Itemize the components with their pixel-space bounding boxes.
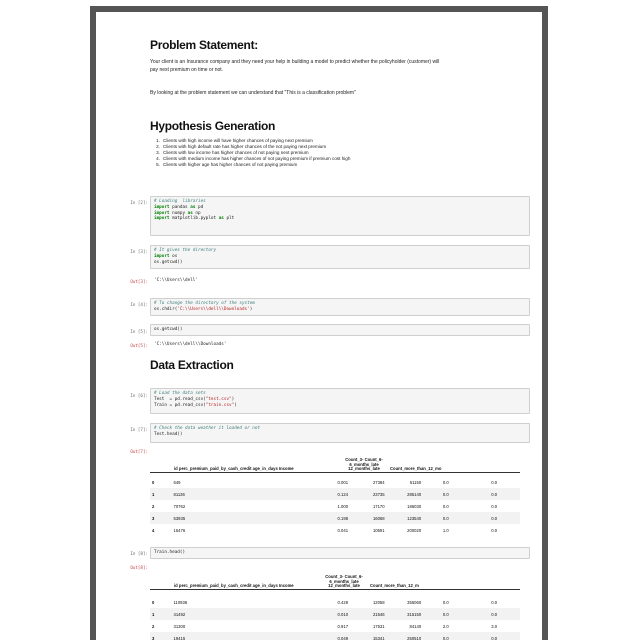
cell-output-5: 'C:\\Users\\dell\\Downloads' <box>154 342 227 347</box>
test-table-cell: 10591 <box>372 527 385 533</box>
dataframe-train-head <box>150 575 520 590</box>
test-table-cell: 0.0 <box>468 488 520 500</box>
notebook-page <box>96 12 542 640</box>
train-table-row <box>150 620 520 632</box>
train-table-cell: 2 <box>152 623 155 629</box>
code-line <box>154 260 526 266</box>
test-table-cell: 0.0 <box>442 479 449 485</box>
code-token: 'C:\\Users\\dell\\Downloads' <box>177 306 250 312</box>
code-token: plt <box>223 216 235 222</box>
hypothesis-number: 3. <box>156 149 160 155</box>
test-table-cell: 23735 <box>350 488 387 500</box>
cell-prompt-in-8: In [8]: <box>130 551 148 556</box>
test-header-more: Count_more_than_12_mo <box>388 458 520 472</box>
code-token: import <box>154 216 170 222</box>
notebook-page-frame <box>90 6 548 640</box>
code-token: os.getcwd() <box>154 327 183 332</box>
train-table-cell: 21546 <box>350 608 387 620</box>
test-table-cell: 1 <box>150 488 172 500</box>
cell-prompt-in-6: In [6]: <box>130 393 148 398</box>
cell-prompt-out-5: Out[5]: <box>130 343 148 348</box>
section-title-hypothesis: Hypothesis Generation <box>150 119 276 133</box>
test-table-cell: 0.0 <box>491 479 498 485</box>
hypothesis-item <box>152 162 350 168</box>
test-header-count-b: 6_months_late 12_months_late <box>348 461 380 472</box>
code-token: # It gives the directory <box>154 248 217 253</box>
train-table-cell: 0.0 <box>468 608 520 620</box>
test-table-cell: 3 <box>150 512 172 524</box>
train-header-count <box>320 575 368 589</box>
code-token: Test = pd.read_csv( <box>154 396 206 402</box>
train-table-row <box>150 608 520 620</box>
train-table-cell: 3 <box>150 632 172 640</box>
train-table-cell: 0 <box>152 599 155 605</box>
code-token: ) <box>231 396 235 402</box>
train-table-row <box>150 596 520 608</box>
code-cell-getcwd[interactable] <box>150 245 530 269</box>
cell-prompt-in-7: In [7]: <box>130 427 148 432</box>
test-table-row <box>150 524 520 536</box>
code-token: # Load the data sets <box>154 391 206 396</box>
cell-prompt-out-3: Out[3]: <box>130 279 148 284</box>
train-table-cell: 0.049 <box>210 632 350 640</box>
hypothesis-text: Clients with high default rate has higher chances of the not paying next premium <box>163 143 327 149</box>
train-table-cell: 0.429 <box>337 599 349 605</box>
train-table-cell: 2.0 <box>442 623 449 629</box>
code-cell-read-csv[interactable] <box>150 388 530 414</box>
train-table-cell: 0.0 <box>423 632 468 640</box>
code-token: "test.csv" <box>205 396 232 402</box>
test-header-count <box>340 458 388 472</box>
test-header-main: id perc_premium_paid_by_cash_credit age_in_days Income <box>150 458 340 472</box>
cell-prompt-in-2: In [2]: <box>130 200 148 205</box>
train-table-cell: 355060 <box>407 599 422 605</box>
code-token: as <box>218 216 224 222</box>
dataframe-train-rows <box>150 596 520 640</box>
code-token: pd <box>195 204 204 210</box>
test-table-cell: 4 <box>152 527 155 533</box>
code-line <box>154 550 526 556</box>
hypothesis-text: Clients with high income will have higher chances of paying next premium <box>163 138 313 143</box>
train-table-cell: 0.0 <box>442 599 449 605</box>
test-table-cell: 0.0 <box>468 512 520 524</box>
test-table-cell: 186030 <box>407 503 422 509</box>
code-token: Train = pd.read_csv( <box>154 402 206 408</box>
test-table-cell: 0.0 <box>491 527 498 533</box>
code-token: np <box>192 210 201 216</box>
test-table-cell: 15476 <box>173 527 186 533</box>
code-token: "train.csv" <box>205 402 235 408</box>
test-table-row <box>150 500 520 512</box>
train-header-more: Count_more_than_12_m <box>368 575 520 589</box>
test-table-row <box>150 512 520 524</box>
hypothesis-number: 5. <box>156 161 160 167</box>
code-line <box>154 327 526 333</box>
hypothesis-number: 4. <box>156 155 160 161</box>
test-table-cell: 17170 <box>372 503 385 509</box>
code-token: os.getcwd() <box>154 259 183 265</box>
code-line <box>154 216 526 222</box>
test-table-cell: 16068 <box>350 512 387 524</box>
test-table-cell: 0.041 <box>337 527 349 533</box>
train-table-cell: 41492 <box>172 608 211 620</box>
test-table-cell: 0.198 <box>210 512 350 524</box>
code-line <box>154 403 526 409</box>
train-table-cell: 3.0 <box>491 623 498 629</box>
code-token: # Check the data weather it loaded or not <box>154 426 261 431</box>
train-table-cell: 0.917 <box>337 623 349 629</box>
hypothesis-list <box>152 138 350 168</box>
train-table-cell: 315150 <box>387 608 424 620</box>
train-header-count-b: 6_months_late 12_months_late <box>328 578 360 589</box>
code-token: as <box>190 204 196 210</box>
test-table-cell: 1.000 <box>337 503 349 509</box>
problem-paragraph <box>150 58 439 74</box>
train-table-cell: 0.0 <box>468 632 520 640</box>
train-table-cell: 19415 <box>172 632 211 640</box>
hypothesis-text: Clients with higher age has higher chances of not paying premium <box>163 161 298 167</box>
train-table-cell: 1 <box>150 608 172 620</box>
test-table-cell: 649 <box>173 479 181 485</box>
code-token: # To change the directory of the system <box>154 301 255 306</box>
code-token: pandas <box>169 204 191 210</box>
code-line <box>154 432 526 438</box>
cell-prompt-in-4: In [4]: <box>130 302 148 307</box>
cell-prompt-in-3: In [3]: <box>130 249 148 254</box>
problem-line-2: pay next premium on time or not. <box>150 67 224 73</box>
hypothesis-number: 1. <box>156 138 160 143</box>
code-token: matplotlib.pyplot <box>169 216 219 222</box>
code-token: import <box>154 204 170 210</box>
code-cell-test-head[interactable] <box>150 423 530 443</box>
train-table-cell: 250510 <box>387 632 424 640</box>
problem-line-1: Your client is an Insurance company and they need your help in building a model to predict whether the policyholder (customer) will <box>150 59 440 65</box>
code-token: Test.head() <box>154 431 183 437</box>
problem-paragraph-2: By looking at the problem statement we can understand that "This is a classification problem" <box>150 90 356 96</box>
test-table-cell: 27384 <box>372 479 385 485</box>
test-table-cell: 0.0 <box>423 512 468 524</box>
test-table-cell: 53935 <box>172 512 211 524</box>
code-token: numpy <box>169 210 188 216</box>
code-token: os <box>169 253 178 259</box>
code-token: import <box>154 210 170 216</box>
test-table-cell: 70762 <box>173 503 186 509</box>
test-table-cell: 0.124 <box>210 488 350 500</box>
test-header-count-a: Count_3- Count_6- <box>345 457 383 462</box>
test-table-cell: 1.0 <box>442 527 449 533</box>
hypothesis-number: 2. <box>156 143 160 149</box>
test-table-cell: 51150 <box>409 479 422 485</box>
code-cell-imports[interactable] <box>150 196 530 236</box>
test-table-cell: 0.001 <box>337 479 349 485</box>
train-table-row <box>150 632 520 640</box>
code-cell-getcwd-2[interactable] <box>150 324 530 336</box>
train-table-cell: 0.0 <box>491 599 498 605</box>
section-title-extraction: Data Extraction <box>150 358 234 372</box>
code-token: ) <box>234 402 237 408</box>
code-cell-chdir[interactable] <box>150 298 530 316</box>
code-token: Train.head() <box>154 550 186 555</box>
test-table-cell: 285140 <box>387 488 424 500</box>
code-token: # Loading libraries <box>154 199 206 204</box>
test-table-cell: 200020 <box>407 527 422 533</box>
code-token: as <box>187 210 193 216</box>
hypothesis-text: Clients with low income has higher chances of not paying next premium <box>163 149 309 155</box>
test-table-row <box>150 476 520 488</box>
code-line <box>154 307 526 313</box>
test-table-cell: 0 <box>152 479 155 485</box>
train-table-cell: 31300 <box>173 623 186 629</box>
code-token: os.chdir( <box>154 306 178 312</box>
code-cell-train-head[interactable] <box>150 547 530 559</box>
train-table-cell: 110936 <box>173 599 188 605</box>
train-table-cell: 84140 <box>409 623 422 629</box>
train-table-cell: 17531 <box>372 623 385 629</box>
test-table-row <box>150 488 520 500</box>
train-table-cell: 0.010 <box>210 608 350 620</box>
hypothesis-text: Clients with medium income has higher chances of not paying premium if premium cost high <box>163 155 351 161</box>
code-token: ) <box>249 306 253 312</box>
test-table-cell: 0.0 <box>491 503 498 509</box>
test-table-cell: 0.0 <box>442 503 449 509</box>
cell-prompt-in-5: In [5]: <box>130 329 148 334</box>
test-table-cell: 123540 <box>387 512 424 524</box>
test-table-cell: 2 <box>152 503 155 509</box>
train-table-cell: 12058 <box>372 599 385 605</box>
dataframe-test-rows <box>150 476 520 536</box>
section-title-problem: Problem Statement: <box>150 38 258 52</box>
cell-output-3: 'C:\\Users\\dell' <box>154 278 198 283</box>
train-header-main: id perc_premium_paid_by_cash_credit age_in_days Income <box>150 575 320 589</box>
cell-prompt-out-7: Out[7]: <box>130 449 148 454</box>
train-table-cell: 0.0 <box>423 608 468 620</box>
code-token: import <box>154 253 170 259</box>
test-table-cell: 0.0 <box>423 488 468 500</box>
dataframe-test-head <box>150 458 520 473</box>
test-table-cell: 81136 <box>172 488 211 500</box>
cell-prompt-out-8: Out[8]: <box>130 565 148 570</box>
train-table-cell: 15341 <box>350 632 387 640</box>
train-header-count-a: Count_3- Count_6- <box>325 574 363 579</box>
